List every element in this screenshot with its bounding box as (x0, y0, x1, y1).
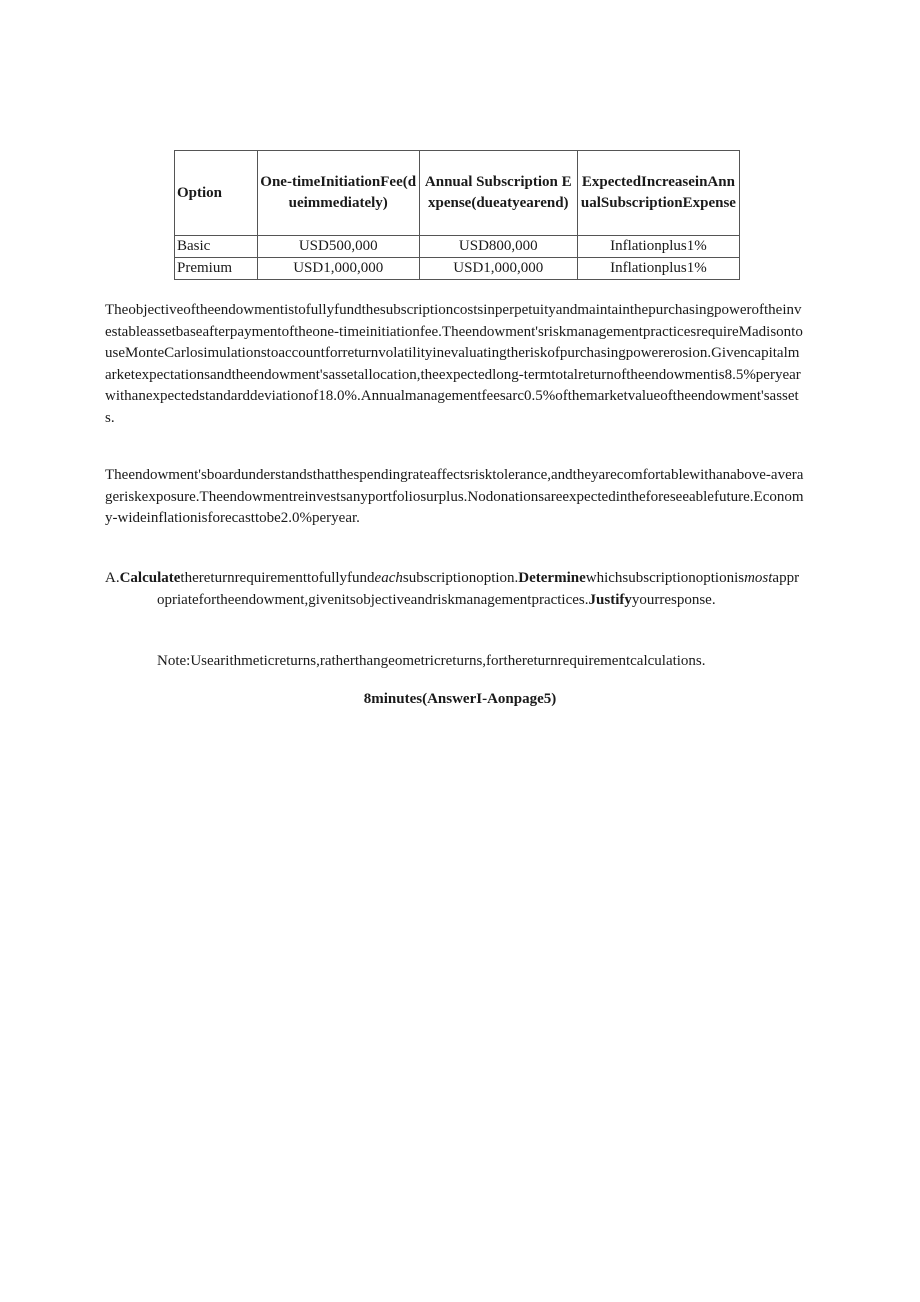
question-note: Note:Usearithmeticreturns,ratherthangeometricreturns,forthereturnrequirementcalculations. (157, 653, 706, 669)
header-expected-increase: ExpectedIncreaseinAnnualSubscriptionExpense (577, 151, 739, 236)
objective-paragraph: Theobjectiveoftheendowmentistofullyfundthesubscriptioncostsinperpetuityandmaintainthepurchasingpoweroftheinvestableassetbaseafterpaymentoftheone-timeinitiationfee.Theendowment'sriskmanagementpracticesrequireMadisontouseMonteCarlosimulationstoaccountforreturnvolatilityinevaluatingtheriskofpurchasingpowererosion.Givencapitalmarketexpectationsandtheendowment'sassetallocation,theexpectedlong-termtotalreturnoftheendowmentis8.5%peryearwithanexpectedstandarddeviationof18.0%.Annualmanagementfeesarc0.5%ofthemarketvalueoftheendowment'sassets. (105, 302, 803, 426)
keyword-calculate: Calculate (119, 570, 181, 586)
cell-expected-increase: Inflationplus1% (577, 258, 739, 280)
cell-expected-increase: Inflationplus1% (577, 236, 739, 258)
question-text-2: subscriptionoption. (402, 570, 519, 586)
keyword-justify: Justify (588, 591, 632, 608)
table-row (175, 258, 740, 280)
question-text-4: appropriatefortheendowment,givenitsobjectiveandriskmanagementpractices. (157, 570, 800, 608)
cell-initiation-fee: USD500,000 (257, 236, 419, 258)
table-header-row (175, 151, 740, 236)
cell-annual-expense: USD800,000 (419, 236, 577, 258)
cell-option: Premium (175, 258, 258, 280)
question-text-5: yourresponse. (631, 591, 716, 608)
time-allocation-footer: 8minutes(AnswerI-Aonpage5) (363, 691, 557, 707)
keyword-most: most (744, 570, 773, 586)
cell-annual-expense: USD1,000,000 (419, 258, 577, 280)
header-annual-expense: Annual Subscription Expense(dueatyearend) (419, 151, 577, 236)
header-option: Option (175, 151, 258, 236)
keyword-each: each (374, 570, 403, 586)
header-initiation-fee: One-timeInitiationFee(dueimmediately) (257, 151, 419, 236)
cell-option: Basic (175, 236, 258, 258)
question-text-3: whichsubscriptionoptionis (585, 570, 745, 586)
table-row (175, 236, 740, 258)
cell-initiation-fee: USD1,000,000 (257, 258, 419, 280)
question-a (105, 568, 805, 611)
question-text-1: thereturnrequirementtofullyfund (180, 570, 375, 586)
board-paragraph: Theendowment'sboardunderstandsthatthespendingrateaffectsrisktolerance,andtheyarecomfortablewithanabove-averageriskexposure.Theendowmentreinvestsanyportfoliosurplus.Nodonationsareexpectedintheforeseeablefuture.Economy-wideinflationisforecasttobe2.0%peryear. (105, 467, 804, 526)
question-label: A. (105, 570, 120, 586)
keyword-determine: Determine (518, 570, 586, 586)
subscription-options-table (174, 150, 740, 280)
